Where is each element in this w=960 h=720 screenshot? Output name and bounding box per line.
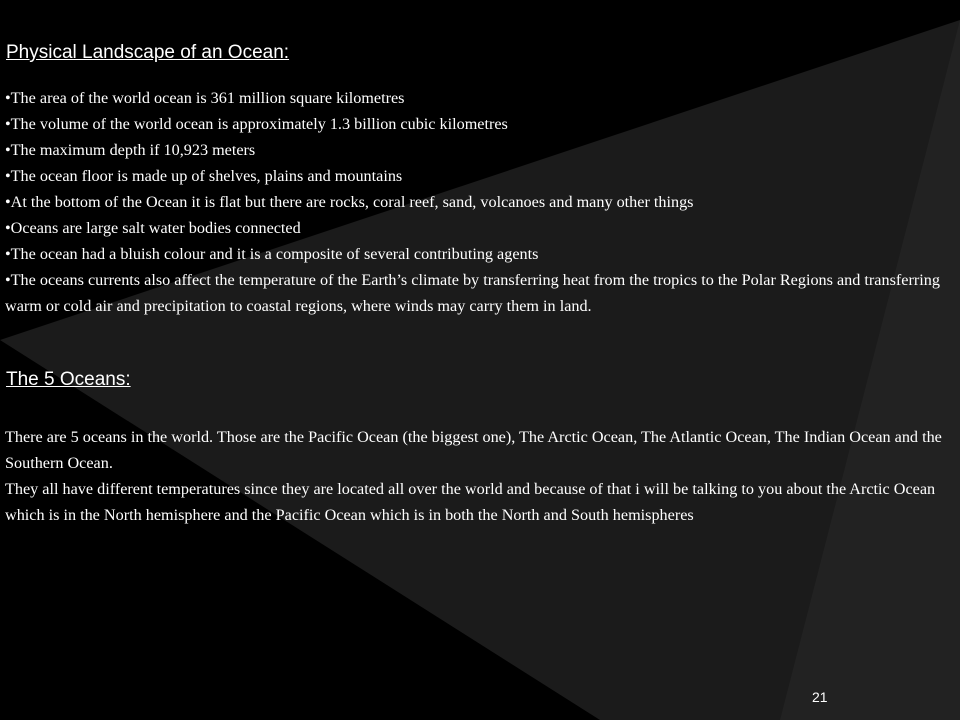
bullet-item: • The ocean had a bluish colour and it is a composite of several contributing agents xyxy=(5,241,957,267)
bullet-item: • The oceans currents also affect the temperature of the Earth’s climate by transferring heat from the tropics to the Polar Regions and transferring warm or cold air and precipitation to coastal regions, where winds may carry them in land. xyxy=(5,267,957,319)
section-title-five-oceans: The 5 Oceans: xyxy=(6,369,131,390)
five-oceans-body xyxy=(5,424,957,528)
bullet-item: • The area of the world ocean is 361 million square kilometres xyxy=(5,85,957,111)
bullet-item: • The maximum depth if 10,923 meters xyxy=(5,137,957,163)
bullet-item: • The ocean floor is made up of shelves, plains and mountains xyxy=(5,163,957,189)
section-title-physical-landscape: Physical Landscape of an Ocean: xyxy=(6,42,290,63)
body-paragraph: They all have different temperatures since they are located all over the world and because of that i will be talking to you about the Arctic Ocean which is in the North hemisphere and the Pacific Ocean which is in both the North and South hemispheres xyxy=(5,480,936,524)
bullet-item: • Oceans are large salt water bodies connected xyxy=(5,215,957,241)
physical-landscape-bullet-list xyxy=(5,85,957,319)
bullet-item: • The volume of the world ocean is approximately 1.3 billion cubic kilometres xyxy=(5,111,957,137)
body-paragraph: There are 5 oceans in the world. Those are the Pacific Ocean (the biggest one), The Arctic Ocean, The Atlantic Ocean, The Indian Ocean and the Southern Ocean. xyxy=(5,428,942,472)
page-number: 21 xyxy=(812,689,828,705)
bullet-item: • At the bottom of the Ocean it is flat but there are rocks, coral reef, sand, volcanoes and many other things xyxy=(5,189,957,215)
